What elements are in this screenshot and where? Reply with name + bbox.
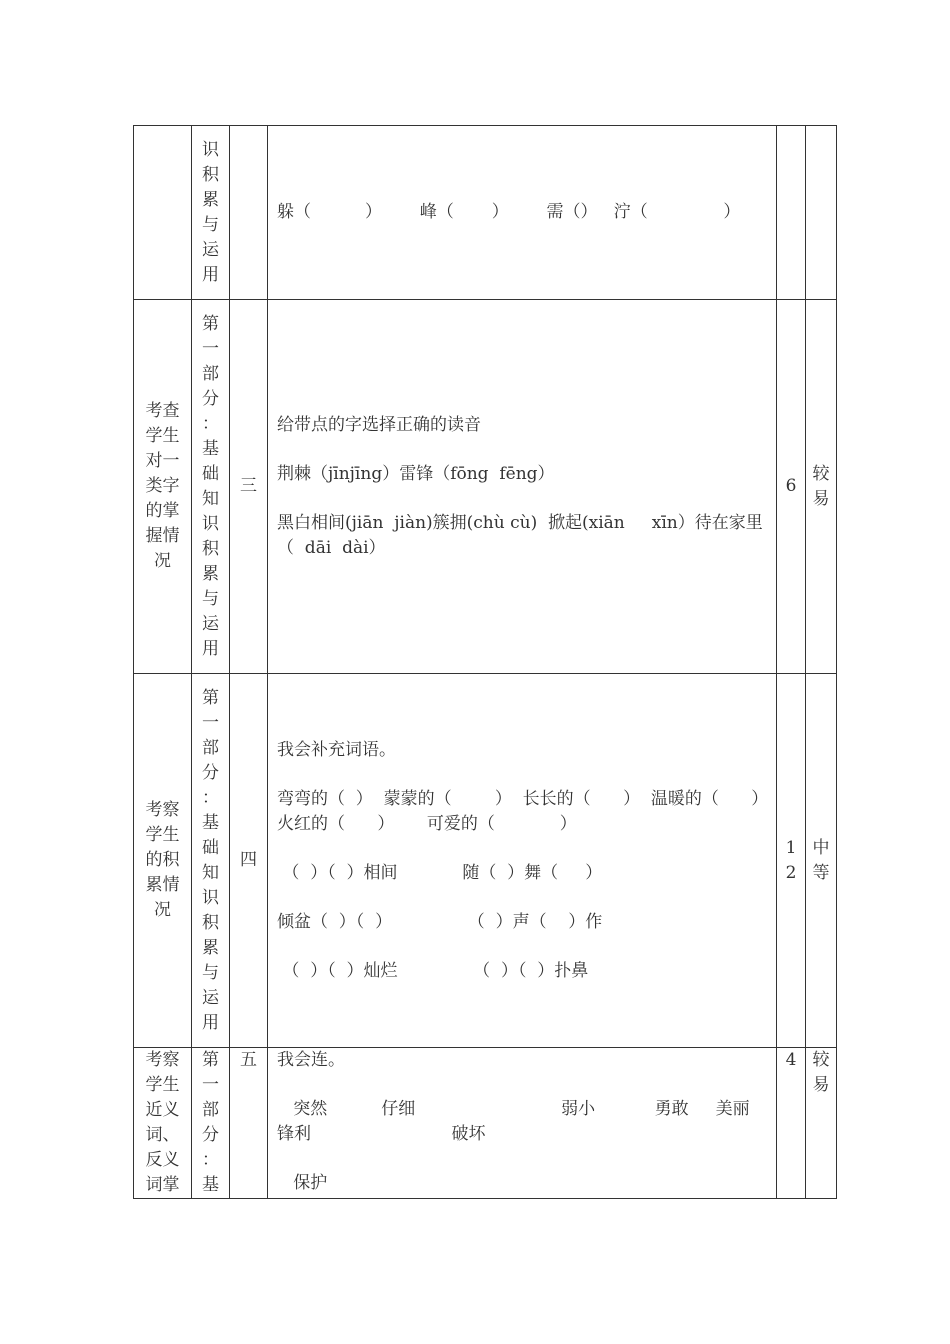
section-text-char: ： xyxy=(202,1150,219,1170)
question-line: 弯弯的（ ） 蒙蒙的（ ） 长长的（ ） 温暖的（ ）火红的（ ） 可爱的（ ） xyxy=(277,788,760,834)
objective-text xyxy=(134,1048,191,1198)
score-cell xyxy=(777,674,806,1048)
question-line: 给带点的字选择正确的读音 xyxy=(277,414,481,435)
section-text-char: 知 xyxy=(202,862,219,883)
question-line: 我会补充词语。 xyxy=(277,739,396,760)
objective-text-char: 累情 xyxy=(145,875,180,895)
score-value xyxy=(777,474,805,499)
score-cell xyxy=(777,1048,806,1199)
section-text-char: 与 xyxy=(202,588,219,609)
question-number-cell xyxy=(230,126,268,300)
question-number: 四 xyxy=(240,850,257,870)
table-row xyxy=(134,126,837,300)
section-text-char: 识 xyxy=(202,139,219,160)
difficulty-cell xyxy=(806,300,837,674)
section-text-char: 一 xyxy=(202,1075,219,1095)
question-number-cell xyxy=(230,674,268,1048)
difficulty-text xyxy=(806,462,836,512)
section-cell xyxy=(192,126,230,300)
section-text-char: 分 xyxy=(202,762,219,783)
section-text-char: 部 xyxy=(202,363,219,384)
section-text-char: 累 xyxy=(202,937,219,958)
table-row xyxy=(134,1048,837,1199)
objective-text-char: 况 xyxy=(154,551,171,571)
objective-text-char: 握情 xyxy=(145,526,180,546)
question-content-cell xyxy=(268,300,777,674)
section-text-char: 分 xyxy=(202,388,219,409)
objective-cell xyxy=(134,126,192,300)
question-line: 突然 仔细 弱小 勇敢 美丽 锋利 破坏 xyxy=(277,1099,804,1144)
objective-text-char: 考察 xyxy=(145,800,180,820)
section-text-char: 识 xyxy=(202,513,219,534)
objective-cell xyxy=(134,674,192,1048)
section-text-char: 运 xyxy=(202,987,219,1008)
question-number: 五 xyxy=(240,1050,257,1070)
section-text-char: 部 xyxy=(202,1100,219,1120)
objective-text-char: 近义 xyxy=(145,1100,180,1120)
section-text-char: 积 xyxy=(202,538,219,559)
section-text-char: ： xyxy=(202,787,219,808)
objective-text xyxy=(134,399,191,574)
section-text-char: 运 xyxy=(202,613,219,634)
question-number-cell xyxy=(230,1048,268,1199)
objective-text-char: 类字 xyxy=(145,476,180,496)
difficulty-text-char: 较 xyxy=(812,1050,830,1070)
question-line: （ ）（ ）灿烂 （ ）（ ）扑鼻 xyxy=(277,960,589,981)
section-cell xyxy=(192,1048,230,1199)
question-content-cell xyxy=(268,674,777,1048)
question-line: 荆棘（jīnjīng）雷锋（fōng fēng） xyxy=(277,463,555,484)
difficulty-cell xyxy=(806,1048,837,1199)
objective-cell xyxy=(134,1048,192,1199)
question-line: 躲（ ） 峰（ ） 需（） 泞（ ） xyxy=(277,202,741,222)
section-text xyxy=(192,138,229,288)
table-row xyxy=(134,674,837,1048)
section-text xyxy=(192,686,229,1036)
score-cell xyxy=(777,126,806,300)
section-text-char: 累 xyxy=(202,563,219,584)
section-text-char: 础 xyxy=(202,837,219,858)
objective-text-char: 的掌 xyxy=(145,501,180,521)
section-text-char: 与 xyxy=(202,962,219,983)
difficulty-text-char: 较 xyxy=(812,463,830,484)
question-line: 黑白相间(jiān jiàn)簇拥(chù cù) 掀起(xiān xīn）待在家里（ dāi dài） xyxy=(277,512,763,558)
objective-text-char: 考察 xyxy=(145,1050,180,1070)
section-text-char: 部 xyxy=(202,737,219,758)
objective-text-char: 况 xyxy=(154,900,171,920)
question-line: 保护 xyxy=(277,1173,328,1193)
score-value-char: 1 xyxy=(785,837,797,858)
score-value xyxy=(777,836,805,886)
section-text xyxy=(192,1048,229,1198)
section-text-char: 基 xyxy=(202,812,219,833)
section-text-char: 基 xyxy=(202,1175,219,1195)
difficulty-text-char: 易 xyxy=(812,1075,830,1095)
section-text-char: 础 xyxy=(202,463,219,484)
score-value-char: 6 xyxy=(785,476,797,496)
section-cell xyxy=(192,674,230,1048)
section-text-char: ： xyxy=(202,413,219,434)
section-text xyxy=(192,312,229,662)
question-line: （ ）（ ）相间 随（ ）舞（ ） xyxy=(277,862,603,883)
objective-text-char: 对一 xyxy=(145,451,180,471)
difficulty-cell xyxy=(806,126,837,300)
section-text-char: 积 xyxy=(202,164,219,185)
section-text-char: 用 xyxy=(202,264,219,285)
objective-text xyxy=(134,798,191,923)
section-text-char: 基 xyxy=(202,438,219,459)
difficulty-text xyxy=(806,836,836,886)
objective-text-char: 考查 xyxy=(145,401,180,421)
score-value xyxy=(777,1048,805,1073)
section-text-char: 识 xyxy=(202,887,219,908)
objective-text-char: 反义 xyxy=(145,1150,180,1170)
section-text-char: 一 xyxy=(202,712,219,733)
section-text-char: 知 xyxy=(202,488,219,509)
section-cell xyxy=(192,300,230,674)
section-text-char: 运 xyxy=(202,239,219,260)
section-text-char: 一 xyxy=(202,338,219,359)
score-cell xyxy=(777,300,806,674)
exam-analysis-table xyxy=(133,125,837,1199)
score-value-char: 2 xyxy=(785,862,797,883)
section-text-char: 用 xyxy=(202,1012,219,1033)
objective-text-char: 的积 xyxy=(145,850,180,870)
difficulty-text-char: 易 xyxy=(812,488,830,509)
score-value-char: 4 xyxy=(785,1050,797,1070)
section-text-char: 第 xyxy=(202,1050,219,1070)
difficulty-text-char: 等 xyxy=(812,862,830,883)
question-line: 我会连。 xyxy=(277,1050,345,1070)
difficulty-cell xyxy=(806,674,837,1048)
objective-cell xyxy=(134,300,192,674)
question-number-cell xyxy=(230,300,268,674)
section-text-char: 第 xyxy=(202,687,219,708)
section-text-char: 累 xyxy=(202,189,219,210)
objective-text-char: 学生 xyxy=(145,426,180,446)
objective-text-char: 词掌 xyxy=(145,1175,180,1195)
objective-text-char: 词、 xyxy=(145,1125,180,1145)
question-content-cell xyxy=(268,1048,804,1199)
question-line: 倾盆（ ）（ ） （ ）声（ ）作 xyxy=(277,911,603,932)
section-text-char: 与 xyxy=(202,214,219,235)
objective-text-char: 学生 xyxy=(145,825,180,845)
section-text-char: 用 xyxy=(202,638,219,659)
objective-text-char: 学生 xyxy=(145,1075,180,1095)
question-number: 三 xyxy=(240,476,257,496)
difficulty-text-char: 中 xyxy=(812,837,830,858)
section-text-char: 分 xyxy=(202,1125,219,1145)
question-content-cell xyxy=(268,126,777,300)
table-row xyxy=(134,300,837,674)
difficulty-text xyxy=(806,1048,836,1098)
section-text-char: 积 xyxy=(202,912,219,933)
section-text-char: 第 xyxy=(202,313,219,334)
